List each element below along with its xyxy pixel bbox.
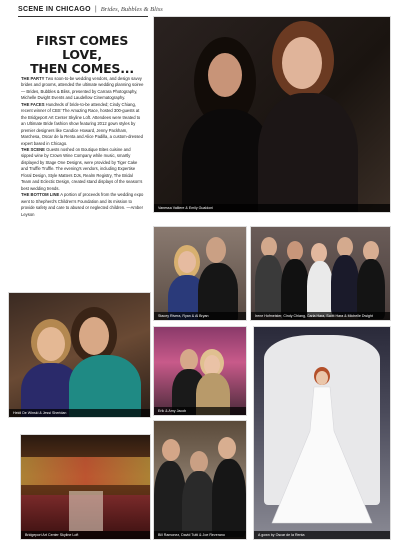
header-rule (18, 16, 148, 17)
photo-stacey-ryan (153, 226, 247, 321)
stage-lights (21, 457, 150, 485)
person-right-body (258, 93, 358, 213)
header-separator: | (94, 6, 97, 13)
person-right-face (79, 317, 109, 355)
photo-caption: Erik & Amy Jacob (154, 407, 246, 415)
person-left-face (180, 349, 198, 371)
section-subtitle: Brides, Bubbles & Bliss (100, 6, 163, 13)
person-left-face (208, 53, 242, 97)
title-line-2: THEN COMES... (30, 61, 134, 76)
photo-venue (20, 434, 151, 540)
person-right-body (212, 459, 246, 537)
text-bottom-line: A portion of proceeds from the wedding expo went to Shepherd's Children's Foundation and its mission to provide safety and care to abused or neglected children. —Amber Leyson (21, 192, 144, 217)
photo-vanessa-emily (153, 16, 391, 213)
paragraph-party (21, 76, 144, 102)
photo-caption: Bridgeport Art Center Skyline Loft (21, 531, 150, 539)
person-2-body (281, 259, 309, 319)
person-middle-body (182, 471, 216, 539)
person-4-face (337, 237, 353, 257)
section-label: SCENE IN CHICAGO (18, 6, 91, 13)
text-faces: Hundreds of bride-to-be attended; Cindy Chiang, recent winner of CBS' The Amazing Race, hosted 300-guests at the Bridgeport Art Center Skyline Loft. Attendees were treated to an Ultimate Bride fashion show featuring 2012 gown styles by premier designers like Candice Howard, Jenny Packham, Marchesa, Oscar de la Renta and Alice Padilla, a custom-dressed expert based in Chicago. (21, 101, 143, 146)
person-left-face (162, 439, 180, 461)
paragraph-bottom-line (21, 192, 144, 218)
paragraph-faces (21, 102, 144, 147)
lead-party: THE PARTY (21, 76, 45, 81)
text-scene: Guests noshed on Boutique Bites cuisine and sipped wine by Crown Wine Company while music, smartly displayed by Stage One Designs, were provided by Tiger Cake and Truffle Truffle. The evening's vendors, including Expertise Floral Design, Style Matters DJs, Realm Registry, The Bridal Team and Eclectic Design, created stand displays of the season's best wedding trends. (21, 146, 143, 191)
title-line-1: FIRST COMES LOVE, (35, 33, 129, 62)
person-4-body (331, 255, 359, 315)
person-5-body (357, 259, 385, 319)
person-left-face (178, 251, 196, 273)
photo-group-five (250, 226, 391, 321)
lead-scene: THE SCENE (21, 146, 45, 152)
text-party: Two soon-to-be wedding vendors, and design savvy brides and grooms, attended the ultimate wedding planning soiree — Brides, Bubbles & Bliss, presented by Carrara Photography, Michelle Dwight Events and Laudellow Cinematography. (21, 76, 144, 101)
photo-caption: A gown by Oscar de la Renta (254, 531, 390, 539)
article-title (22, 34, 142, 76)
person-right-face (204, 355, 220, 375)
person-2-face (287, 241, 303, 261)
photo-caption: Vanessa Valliere & Emily Gualdoni (154, 204, 390, 212)
photo-caption: Stacey Rivera, Ryan & Al Bryan (154, 312, 246, 320)
person-1-face (261, 237, 277, 257)
person-3-body (307, 261, 333, 317)
runway (69, 491, 103, 531)
person-1-body (255, 255, 283, 315)
article-body (21, 76, 144, 218)
paragraph-scene (21, 147, 144, 192)
photo-three-men (153, 420, 247, 540)
photo-erik-amy (153, 326, 247, 416)
lead-faces: THE FACES (21, 101, 45, 107)
gown-shape (254, 327, 390, 539)
person-left-face (37, 327, 65, 361)
person-right-face (282, 37, 322, 89)
photo-gown (253, 326, 391, 540)
person-right-face (206, 237, 226, 263)
person-middle-face (190, 451, 208, 473)
photo-caption: Bill Ramonez, David Tutti & Joe Reverano (154, 531, 246, 539)
lead-bottom-line: THE BOTTOM LINE (21, 192, 60, 198)
photo-caption: Irene Hofmeister, Cindy Chiang, Carla Hara, Scott Hara & Michelle Dwight (251, 312, 390, 320)
person-5-face (363, 241, 379, 261)
photo-heidi-jessi (8, 292, 151, 418)
person-right-face (218, 437, 236, 459)
person-3-face (311, 243, 327, 263)
photo-caption: Heidi De Winski & Jessi Sheridan (9, 409, 150, 417)
